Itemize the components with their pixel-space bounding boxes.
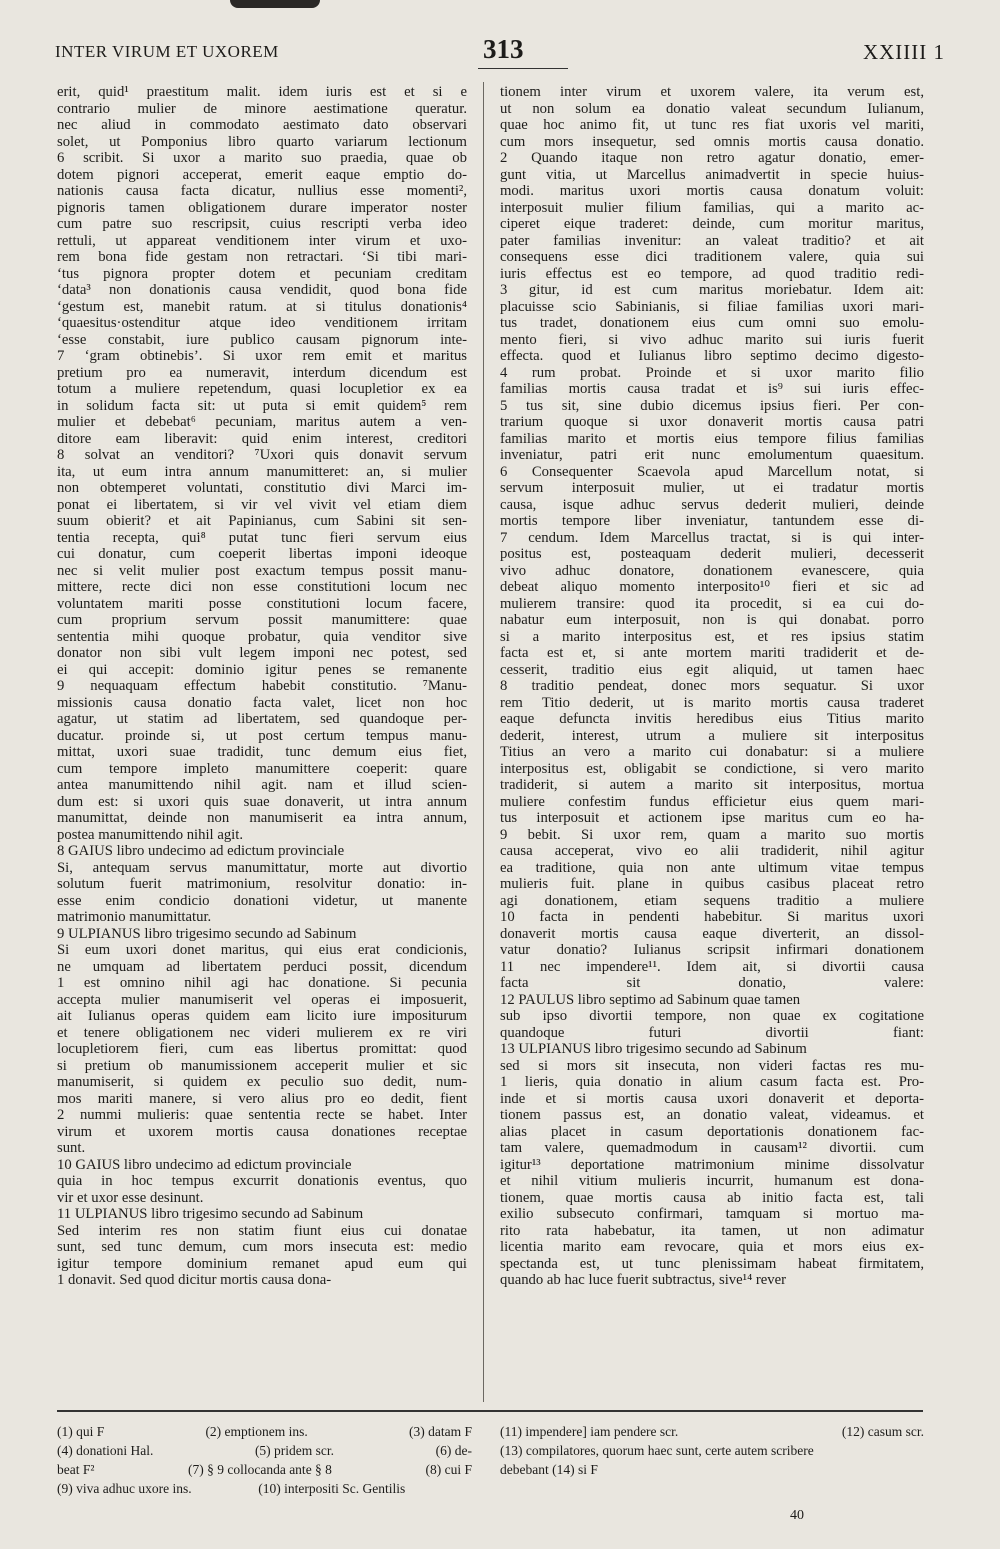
text-line: manumiserit, si quidem ex peculio suo dedit, num- (57, 1074, 467, 1090)
text-line: muliere confestim fundus efficietur eius quem mari- (500, 793, 924, 810)
text-line: quandoque futuri divortii fiant: (500, 1024, 924, 1041)
text-line: tradiderit, si autem a marito sit interpositus, mortua (500, 777, 924, 793)
text-line: quae hoc animo fit, ut tunc res fiat uxoris vel mariti, (500, 117, 924, 133)
text-line: ei qui accepit: dominio igitur penes se remanente (57, 661, 467, 678)
text-line: tentia recepta, qui⁸ putat tunc fieri servum eius (57, 529, 467, 546)
footnote: (3) datam F (408, 1424, 472, 1439)
text-line: ita, ut eum intra annum manumitteret: an, si mulier (57, 463, 467, 480)
footnote-row (500, 1460, 924, 1479)
text-line: interposuit mulier filium familias, qui a marito ac- (500, 199, 924, 216)
footnote-row (57, 1422, 472, 1441)
text-line: 1 donavit. Sed quod dicitur mortis causa dona- (57, 1272, 332, 1288)
text-line: cum patre suo rescripsit, cuius rescripti verba ideo (57, 216, 467, 232)
text-line: erit, quid¹ praestitum malit. idem iuris est et si e (57, 84, 467, 100)
text-line: totum a muliere repetendum, quasi locupletior ex ea (57, 381, 467, 397)
text-line: vir et uxor esse desinunt. (57, 1189, 204, 1206)
text-line: mortis tempore liber inveniatur, tantundem esse di- (500, 513, 924, 529)
text-line: ut non solum ea donatio valeat secundum Iulianum, (500, 100, 924, 117)
text-line: 4 rum probat. Proinde et si uxor marito filio (500, 364, 924, 381)
text-line: licentia marito eam revocare, quia et mors eius ex- (500, 1239, 924, 1255)
text-line: postea manumittendo nihil agit. (57, 826, 244, 843)
text-line: rem Titio dederit, ut is marito mortis causa traderet (500, 694, 924, 711)
text-line: si pretium ob manumissionem acceperit mulier et sic (57, 1057, 467, 1074)
text-line: nationis causa facta dicatur, nullius esse momenti², (57, 183, 467, 199)
text-line: matrimonio manumittatur. (57, 909, 212, 925)
text-line: sed si mors sit insecuta, non videri factas res mu- (500, 1057, 924, 1074)
footnote: (11) impendere] iam pendere scr. (500, 1424, 679, 1439)
text-line: rettuli, ut appareat venditionem inter virum et uxo- (57, 232, 467, 249)
text-line: rito rata habebatur, ita tamen, ut non adimatur (500, 1222, 924, 1239)
text-line: 7 cendum. Idem Marcellus tractat, si is qui inter- (500, 529, 924, 546)
text-line: solet, ut Pomponius libro quarto variarum lectionum (57, 133, 467, 150)
text-line: pretium pro ea numeravit, interdum dicendum est (57, 364, 467, 381)
text-line: mos mariti manere, si vero alius pro eo dedit, fient (57, 1090, 467, 1107)
text-line: esse enim condicio donationi videtur, ut manente (57, 892, 467, 909)
text-line: ait Iulianus operas quidem eam licito iure impositurum (57, 1008, 467, 1024)
footnote: (7) § 9 collocanda ante § 8 (187, 1462, 332, 1477)
text-line: tus tradet, donationem eius cum omni suo emolu- (500, 315, 924, 331)
text-line: cesserit, traditio eius egit aliquid, ut tamen haec (500, 661, 924, 678)
footnote: (5) pridem scr. (254, 1443, 335, 1458)
footnote-rule (57, 1410, 923, 1412)
text-line: mittere, recte dici non esse constitutioni locum nec (57, 579, 467, 595)
text-line: si a marito interpositus est, et res ipsius statim (500, 628, 924, 645)
footnote: (6) de- (435, 1443, 472, 1458)
text-line: tionem, quae mortis causa ab initio facta est, tali (500, 1189, 924, 1206)
text-line: pignoris tamen obligationem durare imperator noster (57, 199, 467, 216)
text-line: 8 traditio pendeat, donec mors sequatur. Si uxor (500, 678, 924, 694)
text-line: cum proprium servum possit manumittere: quae (57, 612, 467, 628)
text-line: mulier et debebat⁶ pecuniam, maritus autem a ven- (57, 414, 467, 430)
text-line: voluntatem mariti posse constitutioni locum facere, (57, 595, 467, 612)
text-line: agi donationem, etiam sequens traditio a muliere (500, 892, 924, 909)
text-line: 10 GAIUS libro undecimo ad edictum provinciale (57, 1156, 352, 1173)
right-text-column (500, 84, 924, 1402)
text-line: virum et uxorem mortis causa donationes receptae (57, 1123, 467, 1140)
text-line: antea manumittendo nihil agit. nam et illud scien- (57, 777, 467, 793)
footnote-row (57, 1460, 472, 1479)
footnote: (13) compilatores, quorum haec sunt, certe autem scribere (500, 1443, 814, 1458)
text-line: cum tempore impleto manumittere coeperit: quare (57, 760, 467, 777)
footnote-row (57, 1479, 472, 1498)
text-line: vivo adhuc donatore, donationem evanescere, quia (500, 562, 924, 579)
header-section: XXIIII 1 (862, 40, 945, 64)
text-line: 2 nummi mulieris: quae sententia recte se habet. Inter (57, 1107, 467, 1123)
text-line: dotem pignori acceperat, emerit eaque emptio do- (57, 166, 467, 183)
text-line: ‘gestum est, manebit ratum. at si titulus donationis⁴ (57, 298, 467, 315)
printer-signature: 40 (790, 1508, 804, 1523)
text-line: ea traditione, quia non ante ultimum vitae tempus (500, 859, 924, 876)
text-line: Si eum uxori donet maritus, qui eius erat condicionis, (57, 942, 467, 958)
text-line: interpositus est, obligabit se condictione, si vero marito (500, 760, 924, 777)
text-line: ponat ei libertatem, si vir vel vivit vel etiam diem (57, 496, 467, 513)
text-line: dum est: si uxori quis suae donaverit, ut intra annum (57, 793, 467, 810)
text-line: ne umquam ad libertatem perduci possit, dicendum (57, 958, 467, 975)
text-line: eaque defuncta invitis heredibus eius Titius marito (500, 711, 924, 727)
text-line: 9 nequaquam effectum habebit constitutio. ⁷Manu- (57, 678, 467, 694)
text-line: 1 lieris, quia donatio in alium casum facta est. Pro- (500, 1074, 924, 1090)
footnote-row (57, 1441, 472, 1460)
text-line: tus interposuit et actionem ipse maritus cum eo ha- (500, 810, 924, 826)
text-line: cum mors insequetur, sed omnis mortis causa donatio. (500, 133, 924, 150)
text-line: in solidum facta sit: ut puta si emit quidem⁵ rem (57, 397, 467, 414)
text-line: gunt vitia, ut Marcellus animadvertit in specie huius- (500, 166, 924, 183)
footnote-row (500, 1441, 924, 1460)
text-line: 6 scribit. Si uxor a marito suo praedia, quae ob (57, 150, 467, 166)
text-line: nabatur eum interposuit, non is qui donabat. porro (500, 612, 924, 628)
text-line: igitur¹³ deportatione matrimonium minime dissolvatur (500, 1156, 924, 1173)
footnotes-left (57, 1422, 472, 1498)
text-line: donator non sibi vult legem imponi nec potest, sed (57, 645, 467, 661)
text-line: ducatur. proinde si, ut post certum tempus manu- (57, 727, 467, 744)
text-line: familias marito et mortis eius tempore filius familias (500, 430, 924, 447)
text-line: tionem inter virum et uxorem valere, ita verum est, (500, 84, 924, 100)
header-title: INTER VIRUM ET UXOREM (55, 42, 279, 61)
text-line: nec aliud in commodato aestimato dato observari (57, 117, 467, 133)
footnote-row (500, 1422, 924, 1441)
footnote: debebant (14) si F (500, 1462, 598, 1477)
text-line: donaverit mortis causa eaque diverterit, an dissol- (500, 925, 924, 942)
text-line: inveniatur, patri erit nunc emolumentum quaesitum. (500, 447, 924, 463)
footnote: (2) emptionem ins. (205, 1424, 308, 1439)
text-line: mulieris fuit. plane in quibus casibus placeat retro (500, 876, 924, 892)
text-line: et tenere obligationem nec videri mulierem ex re viri (57, 1024, 467, 1041)
text-line: ‘esse constabit, iure publico causam pignorum inte- (57, 331, 467, 348)
footnote: (9) viva adhuc uxore ins. (57, 1481, 192, 1496)
left-text-column (57, 84, 467, 1394)
text-line: Si, antequam servus manumittatur, morte aut divortio (57, 859, 467, 876)
running-header (55, 34, 945, 68)
text-line: 11 ULPIANUS libro trigesimo secundo ad Sabinum (57, 1206, 364, 1222)
text-line: agatur, ut statim ad libertatem, sed quandoque per- (57, 711, 467, 727)
text-line: 1 est omnino nihil agi hac donatione. Si pecunia (57, 975, 467, 991)
text-line: Sed interim res non statim fiunt eius cui donatae (57, 1222, 467, 1239)
text-line: inde et si mortis causa uxori donaverit et deporta- (500, 1090, 924, 1107)
text-line: familias mortis causa tradat et is⁹ sui iuris effec- (500, 381, 924, 397)
text-line: cui donatur, cum coeperit libertas imponi ideoque (57, 546, 467, 562)
text-line: mento fieri, si vivo adhuc marito sui iuris fuerit (500, 331, 924, 348)
text-line: vatur donatio? Iulianus scripsit infirmari donationem (500, 942, 924, 958)
text-line: tionem passus est, an donatio valeat, videamus. et (500, 1107, 924, 1123)
text-line: sententia mihi quoque probatur, quia venditor sive (57, 628, 467, 645)
text-line: 11 nec impendere¹¹. Idem ait, si divortii causa (500, 958, 924, 975)
text-line: et nihil vitium mulieris incurrit, humanum est dona- (500, 1173, 924, 1189)
text-line: mulierem transire: quod ita procedit, si ea cui do- (500, 595, 924, 612)
text-line: modi. maritus uxori mortis causa donatum voluit: (500, 183, 924, 199)
text-line: causa, isque adhuc servus dederit mulieri, deinde (500, 496, 924, 513)
text-line: trarium quoque si uxor donaverit mortis causa patri (500, 414, 924, 430)
text-line: 6 Consequenter Scaevola apud Marcellum notat, si (500, 463, 924, 480)
text-line: servum interposuit mulier, ut ei tradatur mortis (500, 480, 924, 496)
text-line: iuris effectus est eo tempore, ad quod traditio redi- (500, 265, 924, 282)
text-line: 13 ULPIANUS libro trigesimo secundo ad Sabinum (500, 1041, 807, 1057)
text-line: sub ipso divortii tempore, non quae ex cogitatione (500, 1008, 924, 1024)
text-line: debeat aliquo momento interposito¹⁰ fieri et sic ad (500, 579, 924, 595)
text-line: 2 Quando itaque non retro agatur donatio, emer- (500, 150, 924, 166)
footnote: (12) casum scr. (841, 1424, 924, 1439)
text-line: mittat, uxori suae tradidit, tunc demum eius fiet, (57, 744, 467, 760)
text-line: ditore eam liberavit: quid enim interest, creditori (57, 430, 467, 447)
scan-artifact (230, 0, 320, 8)
text-line: manumittat, deinde non manumiserit ea intra annum, (57, 810, 467, 826)
text-line: tam valere, quemadmodum in causam¹² divortii. cum (500, 1140, 924, 1156)
text-line: dederit, interest, utrum a muliere sit interpositus (500, 727, 924, 744)
text-line: missionis causa donatio facta valet, licet non hoc (57, 694, 467, 711)
text-line: exilio subsecuto confirmari, tamquam si mortuo ma- (500, 1206, 924, 1222)
text-line: alias placet in casum deportationis donationem fac- (500, 1123, 924, 1140)
text-line: non obtemperet voluntati, constitutio divi Marci im- (57, 480, 467, 496)
text-line: quando ab hac luce fuerit subtractus, sive¹⁴ rever (500, 1272, 787, 1288)
text-line: placuisse scio Sabinianis, si filiae familias uxori mari- (500, 298, 924, 315)
header-rule (478, 68, 568, 69)
column-divider (483, 82, 484, 1402)
footnote: (10) interpositi Sc. Gentilis (258, 1481, 406, 1496)
text-line: causa acceperat, vivo eo alii tradiderit, nihil agitur (500, 843, 924, 859)
text-line: 3 gitur, id est cum maritus moriebatur. Idem ait: (500, 282, 924, 298)
footnotes-right (500, 1422, 924, 1479)
text-line: accepta mulier manumiserit vel operas ei imposuerit, (57, 991, 467, 1008)
text-line: ‘data³ non donationis causa vendidit, quod bona fide (57, 282, 467, 298)
text-line: effecta. quod et Iulianus libro septimo decimo digesto- (500, 348, 924, 364)
text-line: 8 solvat an venditori? ⁷Uxori quis donavit servum (57, 447, 467, 463)
text-line: suum obierit? et ait Papinianus, cum Sabini sit sen- (57, 513, 467, 529)
text-line: 10 facta in pendenti habebitur. Si maritus uxori (500, 909, 924, 925)
text-line: 9 bebit. Si uxor rem, quam a marito suo mortis (500, 826, 924, 843)
text-line: positus est, posteaquam dederit mulieri, decesserit (500, 546, 924, 562)
text-line: 5 tus sit, sine dubio dicemus ipsius fieri. Per con- (500, 397, 924, 414)
footnote: (4) donationi Hal. (57, 1443, 154, 1458)
footnote: (8) cui F (425, 1462, 472, 1477)
text-line: solutum fuerit matrimonium, resolvitur donatio: in- (57, 876, 467, 892)
text-line: sunt. (57, 1140, 86, 1156)
text-line: nec si velit mulier post exactum tempus possit manu- (57, 562, 467, 579)
text-line: pater familias invenitur: an valeat traditio? et ait (500, 232, 924, 249)
text-line: ‘tus pignora propter dotem et pecuniam creditam (57, 265, 467, 282)
text-line: locupletiorem fieri, cum eas libertus promittat: quod (57, 1041, 467, 1057)
text-line: 8 GAIUS libro undecimo ad edictum provinciale (57, 843, 345, 859)
text-line: igitur tempore dominium remanet apud eum qui (57, 1255, 467, 1272)
footnote: beat F² (57, 1462, 95, 1477)
page-number: 313 (483, 34, 524, 64)
text-line: ‘quaesitus·ostenditur atque ideo venditionem irritam (57, 315, 467, 331)
text-line: Titius an vero a marito cui donabatur: si a muliere (500, 744, 924, 760)
text-line: facta est et, si ante mortem mariti tradiderit et de- (500, 645, 924, 661)
text-line: ciperet eique traderet: deinde, cum moritur maritus, (500, 216, 924, 232)
text-line: consequens esse dici traditionem valere, quia sui (500, 249, 924, 265)
text-line: sunt, sed tunc demum, cum mors insecuta est: medio (57, 1239, 467, 1255)
text-line: rem bona fide gestam non retractari. ‘Si tibi mari- (57, 249, 467, 265)
text-line: quia in hoc tempus excurrit donationis eventus, quo (57, 1173, 467, 1189)
text-line: 9 ULPIANUS libro trigesimo secundo ad Sabinum (57, 925, 357, 942)
text-line: contrario mulier de minore aestimatione queratur. (57, 100, 467, 117)
footnote: (1) qui F (57, 1424, 105, 1439)
text-line: facta sit donatio, valere: (500, 975, 924, 991)
text-line: spectanda est, ut tunc plenissimam habeat firmitatem, (500, 1255, 924, 1272)
text-line: 12 PAULUS libro septimo ad Sabinum quae tamen (500, 991, 801, 1008)
text-line: 7 ‘gram obtinebis’. Si uxor rem emit et maritus (57, 348, 467, 364)
